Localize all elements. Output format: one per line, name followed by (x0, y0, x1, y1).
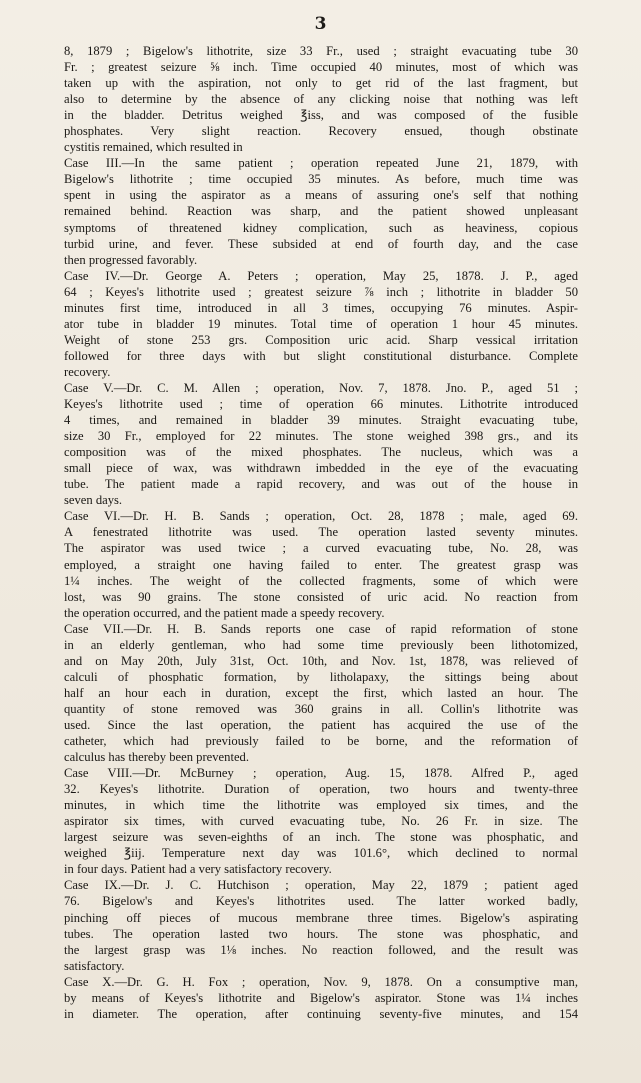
text-line: ator tube in bladder 19 minutes. Total time of operation 1 hour 45 minutes. (64, 316, 578, 331)
text-line: remained behind. Reaction was sharp, and the patient showed unpleasant (64, 204, 578, 219)
text-line: 32. Keyes's lithotrite. Duration of operation, two hours and twenty-three (64, 782, 578, 797)
text-line: size 30 Fr., employed for 22 minutes. The stone weighed 398 grs., and its (64, 429, 578, 444)
text-line: 64 ; Keyes's lithotrite used ; greatest seizure ⅞ inch ; lithotrite in bladder 50 (64, 284, 578, 299)
text-line: phosphates. Very slight reaction. Recovery ensued, though obstinate (64, 124, 578, 139)
text-line: largest seizure was seven-eighths of an inch. The stone was phosphatic, and (64, 830, 578, 845)
text-line: 1¼ inches. The weight of the collected fragments, some of which were (64, 573, 578, 588)
text-line: Case IV.—Dr. George A. Peters ; operation, May 25, 1878. J. P., aged (64, 268, 578, 283)
text-line: quantity of stone removed was 360 grains in all. Collin's lithotrite was (64, 701, 578, 716)
text-line: taken up with the aspiration, not only to get rid of the last fragment, but (64, 76, 578, 91)
text-line: Bigelow's lithotrite ; time occupied 35 minutes. As before, much time was (64, 172, 578, 187)
text-line: spent in using the aspirator as a means of assuring one's self that nothing (64, 188, 578, 203)
text-line: weighed ℥iij. Temperature next day was 101.6°, which declined to normal (64, 846, 578, 861)
page-number: 3 (314, 14, 327, 34)
text-line: half an hour each in duration, except the first, which lasted an hour. The (64, 685, 578, 700)
text-line: 76. Bigelow's and Keyes's lithotrites used. The latter worked badly, (64, 894, 578, 909)
text-line: Case V.—Dr. C. M. Allen ; operation, Nov. 7, 1878. Jno. P., aged 51 ; (64, 380, 578, 395)
text-line: and on May 20th, July 31st, Oct. 10th, and Nov. 1st, 1878, was relieved of (64, 653, 578, 668)
text-line: A fenestrated lithotrite was used. The operation lasted seventy minutes. (64, 525, 578, 540)
text-line: satisfactory. (64, 958, 125, 973)
text-line: the operation occurred, and the patient made a speedy recovery. (64, 605, 385, 620)
text-line: composition was of the mixed phosphates. The nucleus, which was a (64, 445, 578, 460)
text-line: minutes first time, introduced in all 3 times, occupying 76 minutes. Aspir- (64, 300, 578, 315)
text-line: then progressed favorably. (64, 252, 198, 267)
text-line: recovery. (64, 364, 111, 379)
text-line: symptoms of threatened kidney complication, such as heaviness, copious (64, 220, 578, 235)
text-line: small piece of wax, was withdrawn imbedded in the eye of the evacuating (64, 461, 578, 476)
text-line: Case VII.—Dr. H. B. Sands reports one case of rapid reformation of stone (64, 621, 578, 636)
text-line: catheter, which had previously failed to be borne, and the reformation of (64, 734, 578, 749)
text-line: pinching off pieces of mucous membrane three times. Bigelow's aspirating (64, 910, 578, 925)
text-line: The aspirator was used twice ; a curved evacuating tube, No. 28, was (64, 541, 578, 556)
text-line: tube. The patient made a rapid recovery, and was out of the house in (64, 477, 578, 492)
text-line: minutes, in which time the lithotrite was employed six times, and the (64, 798, 578, 813)
text-line: Case III.—In the same patient ; operation repeated June 21, 1879, with (64, 156, 578, 171)
text-line: Keyes's lithotrite used ; time of operation 66 minutes. Lithotrite introduced (64, 397, 578, 412)
text-line: calculi of phosphatic formation, by litholapaxy, the sittings being about (64, 669, 578, 684)
text-line: calculus has thereby been prevented. (64, 750, 249, 765)
text-line: in the bladder. Detritus weighed ℥iss, and was composed of the fusible (64, 108, 578, 123)
text-line: Weight of stone 253 grs. Composition uric acid. Sharp vessical irritation (64, 332, 578, 347)
text-line: employed, a straight one having failed to enter. The greatest grasp was (64, 557, 578, 572)
text-line: Case X.—Dr. G. H. Fox ; operation, Nov. 9, 1878. On a consumptive man, (64, 974, 578, 989)
text-line: cystitis remained, which resulted in (64, 140, 243, 155)
text-line: in four days. Patient had a very satisfactory recovery. (64, 862, 332, 877)
body-text (64, 43, 578, 1022)
text-line: 8, 1879 ; Bigelow's lithotrite, size 33 Fr., used ; straight evacuating tube 30 (64, 44, 578, 58)
text-line: turbid urine, and fever. These subsided at end of fourth day, and the case (64, 236, 578, 251)
text-line: 4 times, and remained in bladder 39 minutes. Straight evacuating tube, (64, 413, 578, 428)
text-line: in an elderly gentleman, who had some time previously been lithotomized, (64, 637, 578, 652)
text-line: used. Since the last operation, the patient has acquired the use of the (64, 717, 578, 732)
text-line: Case IX.—Dr. J. C. Hutchison ; operation, May 22, 1879 ; patient aged (64, 878, 578, 893)
text-line: lost, was 90 grains. The stone consisted of uric acid. No reaction from (64, 589, 578, 604)
text-line: in diameter. The operation, after continuing seventy-five minutes, and 154 (64, 1006, 578, 1021)
text-line: tubes. The operation lasted two hours. The stone was phosphatic, and (64, 926, 578, 941)
text-line: seven days. (64, 493, 123, 508)
text-line: followed for three days with but slight constitutional disturbance. Complete (64, 348, 578, 363)
text-line: the largest grasp was 1⅛ inches. No reaction followed, and the result was (64, 942, 578, 957)
text-line: Case VI.—Dr. H. B. Sands ; operation, Oct. 28, 1878 ; male, aged 69. (64, 509, 578, 524)
text-line: Case VIII.—Dr. McBurney ; operation, Aug. 15, 1878. Alfred P., aged (64, 766, 578, 781)
text-line: by means of Keyes's lithotrite and Bigelow's aspirator. Stone was 1¼ inches (64, 990, 578, 1005)
text-line: also to determine by the absence of any clicking noise that nothing was left (64, 92, 578, 107)
text-line: aspirator six times, with curved evacuating tube, No. 26 Fr. in size. The (64, 814, 578, 829)
text-line: Fr. ; greatest seizure ⅝ inch. Time occupied 40 minutes, most of which was (64, 60, 578, 75)
